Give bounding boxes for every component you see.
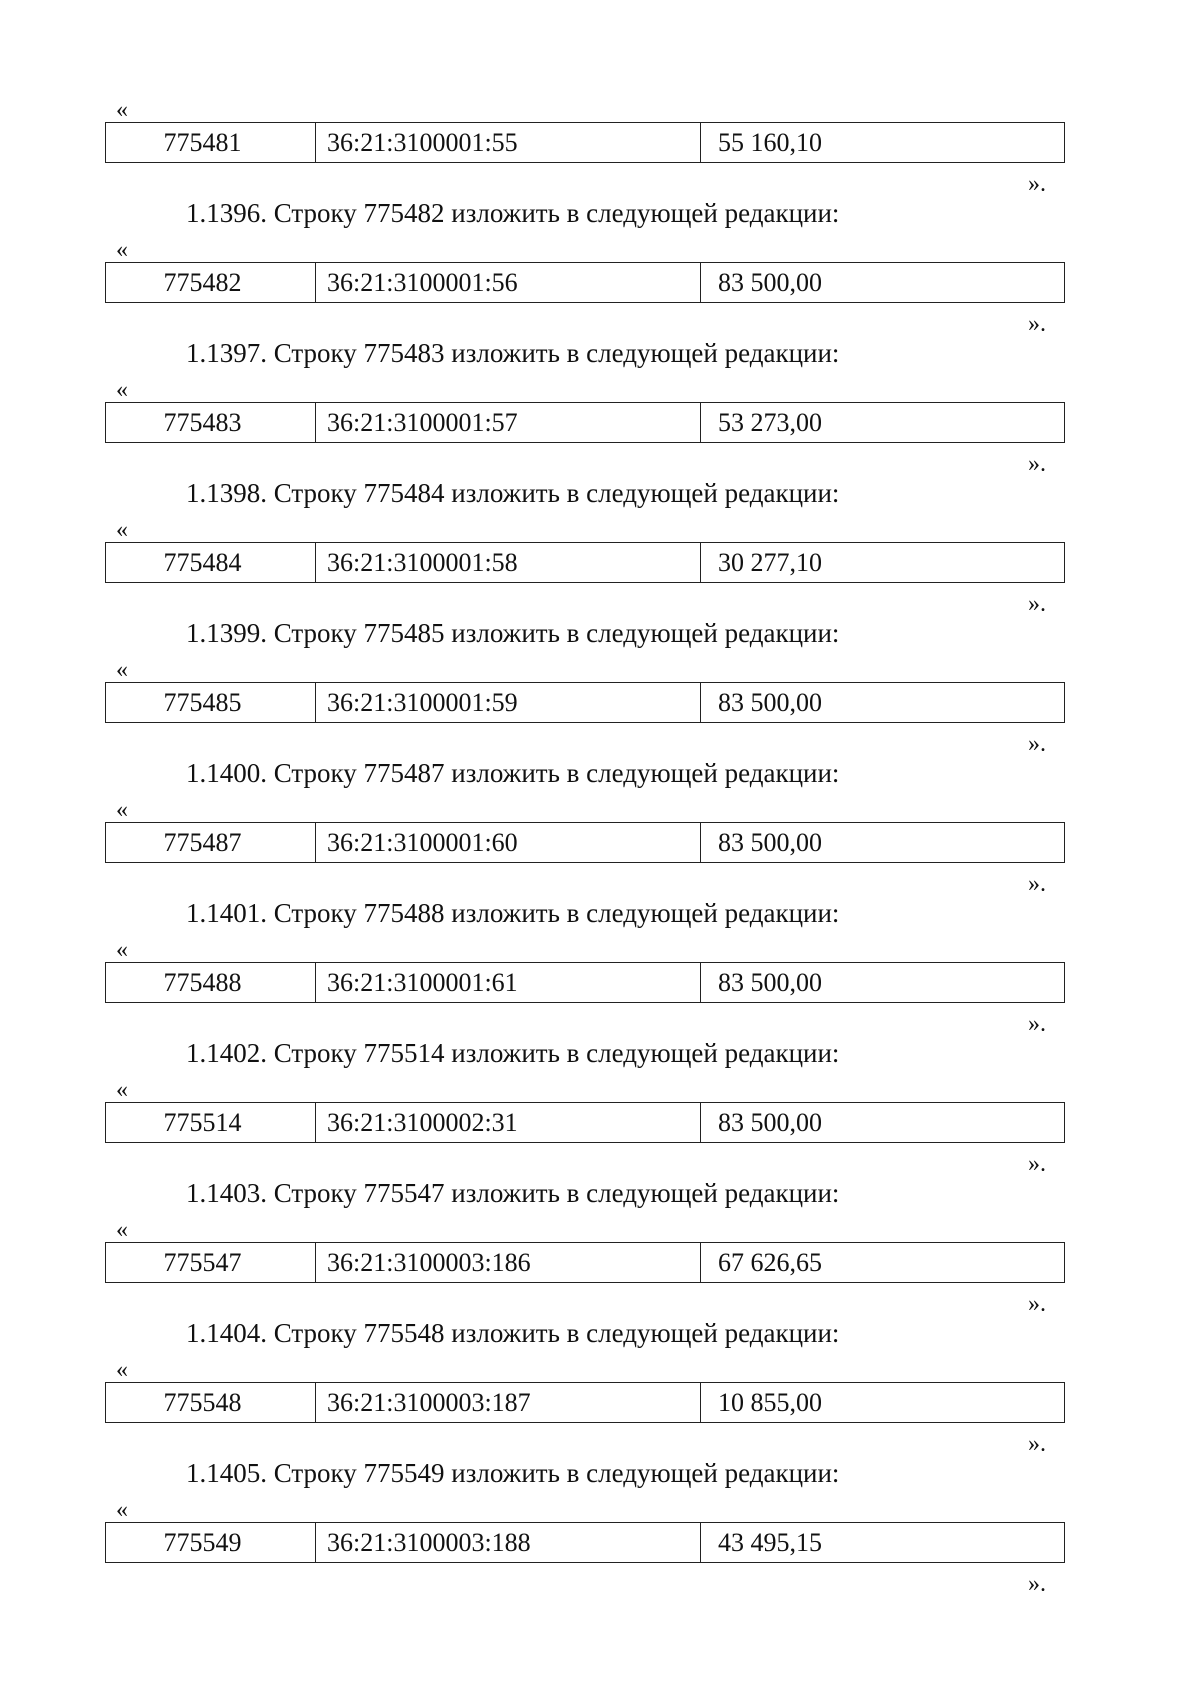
cadastral-value: 53 273,00 [718,407,822,437]
cadastral-number: 36:21:3100001:56 [316,263,701,302]
quote-open: « [116,97,128,123]
row-number: 775487 [106,823,316,862]
instruction-text: 1.1397. Строку 775483 изложить в следующей редакции: [186,338,840,368]
table-row [105,962,1065,1003]
cadastral-value: 83 500,00 [718,967,822,997]
quote-close: ». [1028,731,1046,757]
quote-close: ». [1028,591,1046,617]
quote-open: « [116,377,128,403]
table-row [105,122,1065,163]
instruction-text: 1.1396. Строку 775482 изложить в следующей редакции: [186,198,840,228]
row-number: 775514 [106,1103,316,1142]
cadastral-value: 43 495,15 [718,1527,822,1557]
cadastral-value: 10 855,00 [718,1387,822,1417]
cadastral-number: 36:21:3100001:59 [316,683,701,722]
cadastral-number: 36:21:3100001:60 [316,823,701,862]
quote-close: ». [1028,1431,1046,1457]
cadastral-value: 55 160,10 [718,127,822,157]
row-number: 775485 [106,683,316,722]
cadastral-number: 36:21:3100002:31 [316,1103,701,1142]
row-number: 775484 [106,543,316,582]
quote-open: « [116,1077,128,1103]
quote-close: ». [1028,1571,1046,1597]
instruction-text: 1.1400. Строку 775487 изложить в следующей редакции: [186,758,840,788]
cadastral-value: 30 277,10 [718,547,822,577]
row-number: 775488 [106,963,316,1002]
table-row [105,1522,1065,1563]
quote-open: « [116,1497,128,1523]
quote-open: « [116,657,128,683]
cadastral-number: 36:21:3100003:186 [316,1243,701,1282]
quote-open: « [116,1357,128,1383]
table-row [105,542,1065,583]
table-row [105,402,1065,443]
quote-close: ». [1028,171,1046,197]
instruction-text: 1.1398. Строку 775484 изложить в следующей редакции: [186,478,840,508]
quote-open: « [116,517,128,543]
cadastral-value: 83 500,00 [718,687,822,717]
cadastral-number: 36:21:3100003:188 [316,1523,701,1562]
quote-close: ». [1028,311,1046,337]
quote-open: « [116,797,128,823]
quote-open: « [116,1217,128,1243]
row-number: 775483 [106,403,316,442]
quote-close: ». [1028,1151,1046,1177]
quote-open: « [116,237,128,263]
instruction-text: 1.1403. Строку 775547 изложить в следующей редакции: [186,1178,840,1208]
row-number: 775548 [106,1383,316,1422]
instruction-text: 1.1405. Строку 775549 изложить в следующей редакции: [186,1458,840,1488]
cadastral-value: 67 626,65 [718,1247,822,1277]
table-row [105,1382,1065,1423]
table-row [105,822,1065,863]
quote-open: « [116,937,128,963]
cadastral-number: 36:21:3100001:55 [316,123,701,162]
instruction-text: 1.1402. Строку 775514 изложить в следующей редакции: [186,1038,840,1068]
row-number: 775482 [106,263,316,302]
instruction-text: 1.1399. Строку 775485 изложить в следующей редакции: [186,618,840,648]
cadastral-value: 83 500,00 [718,267,822,297]
cadastral-number: 36:21:3100001:58 [316,543,701,582]
cadastral-value: 83 500,00 [718,827,822,857]
row-number: 775547 [106,1243,316,1282]
instruction-text: 1.1401. Строку 775488 изложить в следующей редакции: [186,898,840,928]
row-number: 775549 [106,1523,316,1562]
row-number: 775481 [106,123,316,162]
quote-close: ». [1028,451,1046,477]
table-row [105,682,1065,723]
table-row [105,1102,1065,1143]
cadastral-number: 36:21:3100003:187 [316,1383,701,1422]
quote-close: ». [1028,871,1046,897]
cadastral-number: 36:21:3100001:57 [316,403,701,442]
table-row [105,262,1065,303]
quote-close: ». [1028,1011,1046,1037]
quote-close: ». [1028,1291,1046,1317]
cadastral-number: 36:21:3100001:61 [316,963,701,1002]
instruction-text: 1.1404. Строку 775548 изложить в следующей редакции: [186,1318,840,1348]
table-row [105,1242,1065,1283]
cadastral-value: 83 500,00 [718,1107,822,1137]
